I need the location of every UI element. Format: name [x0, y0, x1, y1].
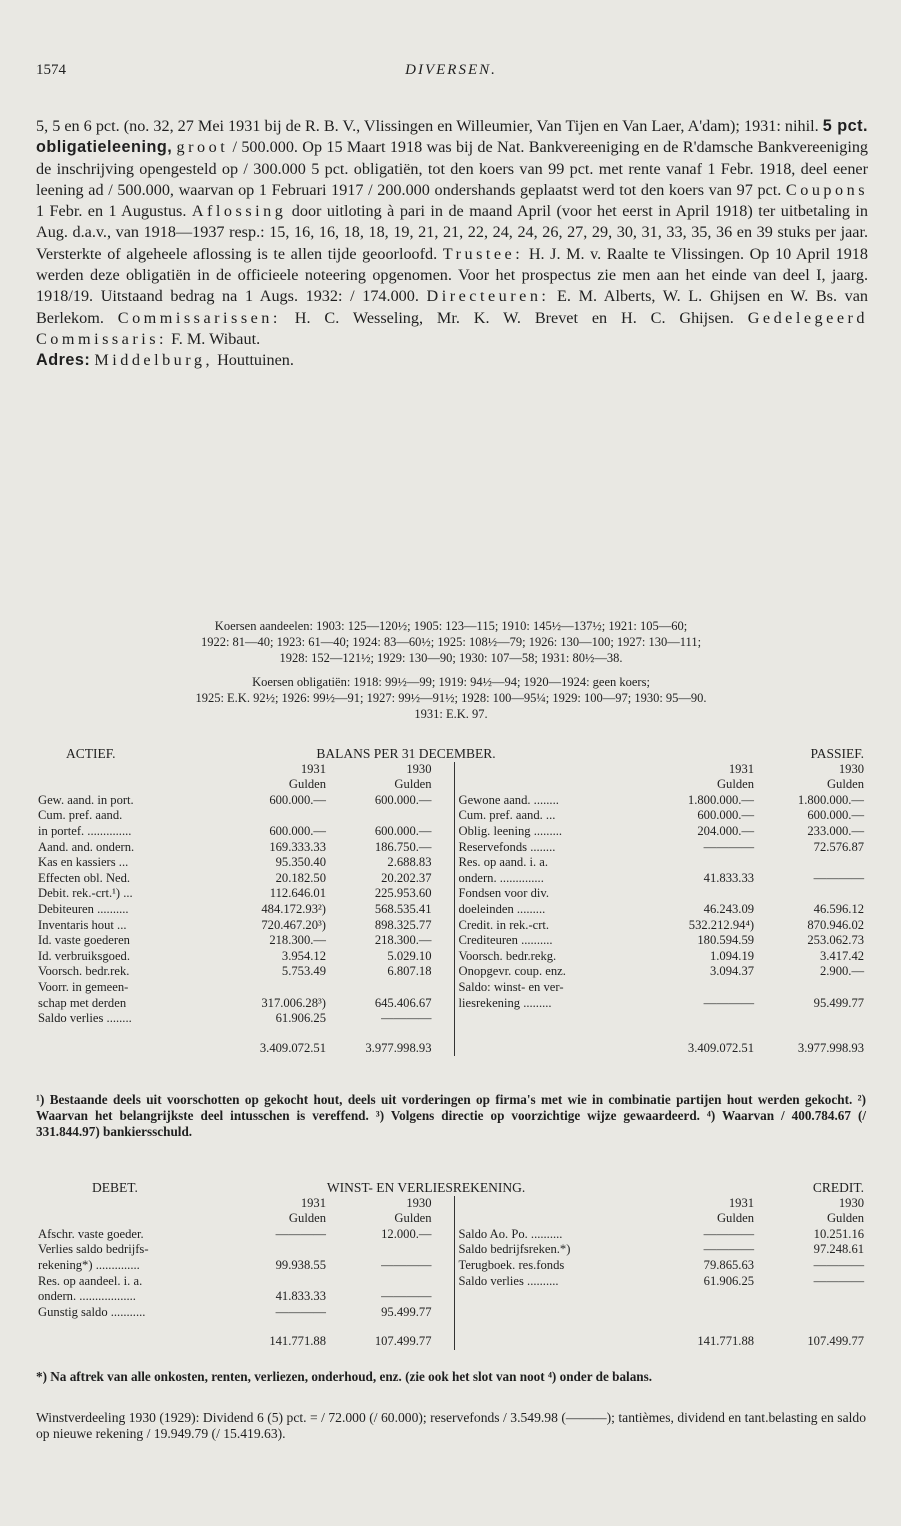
- amount-value: 600.000.—: [328, 793, 454, 809]
- item-label: Inventaris hout ...: [38, 917, 127, 932]
- balans-row: [36, 1011, 866, 1027]
- amount-value: 41.833.33: [275, 1289, 326, 1304]
- total-value: 3.409.072.51: [687, 1040, 755, 1055]
- item-label: Saldo: winst- en ver-: [458, 979, 564, 994]
- year-label: 1930: [328, 1196, 454, 1212]
- item-label: Cum. pref. aand.: [38, 808, 123, 823]
- pl-header-row: [36, 1180, 866, 1196]
- item-label: Fondsen voor div.: [458, 886, 549, 901]
- amount-value: [644, 886, 756, 902]
- running-title: DIVERSEN.: [405, 62, 497, 78]
- item-label: Voorsch. bedr.rekg.: [458, 948, 557, 963]
- spaced-term: Commissarissen:: [117, 308, 281, 327]
- item-label: [454, 1305, 644, 1321]
- amount-value: 112.646.01: [269, 886, 326, 901]
- amount-value: ————: [703, 1226, 755, 1241]
- koersen-line: Koersen obligatiën: 1918: 99½—99; 1919: 94½—94; 1920—1924: geen koers;: [252, 675, 650, 689]
- spaced-term: Gedelegeerd Commissaris:: [36, 308, 868, 348]
- item-label: liesrekening .........: [458, 995, 552, 1010]
- pl-title: WINST- EN VERLIESREKENING.: [326, 1180, 526, 1195]
- text-run: H. J. M. v. Raalte te Vlissingen. Op 10 April 1918 werden deze obligatiën in de officieele noteering opgenomen. Voor het prospectus zie men aan het einde van deel I, jaarg. 1918/19. Uitstaand bedrag na 1 Augs. 1932: / 174.000.: [36, 244, 868, 306]
- amount-value: 46.243.09: [703, 901, 755, 916]
- amount-value: 6.807.18: [328, 964, 454, 980]
- amount-value: ————: [703, 995, 755, 1010]
- balance-sheet: [36, 746, 866, 1056]
- amount-value: 79.865.63: [703, 1257, 755, 1272]
- address-city: Middelburg,: [94, 351, 214, 370]
- amount-value: 2.900.—: [819, 964, 865, 979]
- balans-row: [36, 996, 866, 1012]
- amount-value: 1.094.19: [709, 948, 755, 963]
- amount-value: 46.596.12: [813, 901, 865, 916]
- amount-value: ————: [275, 1304, 326, 1319]
- year-label: 1930: [328, 762, 454, 778]
- year-label: 1931: [728, 1195, 755, 1210]
- item-label: Id. vaste goederen: [38, 933, 130, 948]
- amount-value: 870.946.02: [807, 917, 865, 932]
- amount-value: 72.576.87: [813, 839, 865, 854]
- amount-value: [644, 1305, 756, 1321]
- koersen-line: 1925: E.K. 92½; 1926: 99½—91; 1927: 99½—91½; 1928: 100—95¼; 1929: 100—97; 1930: 95—90.: [195, 690, 707, 705]
- profit-distribution: Winstverdeeling 1930 (1929): Dividend 6 (5) pct. = / 72.000 (/ 60.000); reservefonds / 3.549.98 (———); tantièmes, dividend en tant.belasting en saldo op nieuwe rekening / 19.949.79 (/ 15.419.63).: [36, 1410, 866, 1442]
- amount-value: 180.594.59: [697, 933, 755, 948]
- amount-value: ————: [813, 1257, 865, 1272]
- amount-value: 5.753.49: [281, 964, 326, 979]
- item-label: Voorsch. bedr.rek.: [38, 964, 130, 979]
- year-label: 1930: [838, 761, 865, 776]
- amount-value: [236, 1274, 328, 1290]
- amount-value: 41.833.33: [703, 870, 755, 885]
- amount-value: [644, 855, 756, 871]
- amount-value: 218.300.—: [269, 933, 326, 948]
- balans-row: [36, 980, 866, 996]
- amount-value: [756, 980, 866, 996]
- amount-value: 3.094.37: [709, 964, 755, 979]
- item-label: Saldo verlies ..........: [458, 1273, 559, 1288]
- year-label: 1930: [838, 1195, 865, 1210]
- amount-value: [644, 980, 756, 996]
- profit-loss-table: [36, 1180, 866, 1350]
- amount-value: 10.251.16: [813, 1226, 865, 1241]
- balans-row: [36, 902, 866, 918]
- pl-footnote: *) Na aftrek van alle onkosten, renten, verliezen, onderhoud, enz. (zie ook het slot van noot ⁴) onder de balans.: [36, 1369, 653, 1384]
- item-label: in portef. ..............: [38, 823, 132, 838]
- amount-value: [644, 1011, 756, 1027]
- amount-value: [328, 1242, 454, 1258]
- total-value: 141.771.88: [269, 1334, 326, 1349]
- amount-value: 600.000.—: [807, 808, 865, 823]
- balans-row: [36, 886, 866, 902]
- item-label: Onopgevr. coup. enz.: [458, 964, 566, 979]
- item-label: Saldo Ao. Po. ..........: [458, 1226, 563, 1241]
- unit-label: Gulden: [288, 777, 326, 792]
- item-label: Gew. aand. in port.: [38, 792, 134, 807]
- item-label: Id. verbruiksgoed.: [38, 948, 130, 963]
- total-value: 141.771.88: [697, 1334, 755, 1349]
- debet-heading: DEBET.: [92, 1180, 138, 1195]
- amount-value: 645.406.67: [328, 996, 454, 1012]
- item-label: ondern. ..................: [38, 1289, 136, 1304]
- winst-row: [36, 1227, 866, 1243]
- item-label: rekening*) ..............: [38, 1257, 140, 1272]
- unit-label: Gulden: [328, 1211, 454, 1227]
- item-label: Debiteuren ..........: [38, 901, 129, 916]
- spaced-term: Aflossing: [191, 202, 287, 221]
- amount-value: 204.000.—: [697, 823, 755, 838]
- item-label: Kas en kassiers ...: [38, 855, 129, 870]
- item-label: Verlies saldo bedrijfs-: [38, 1242, 149, 1257]
- item-label: Credit. in rek.-crt.: [458, 917, 550, 932]
- text-run: E. M. Alberts, W. L. Ghijsen en W. Bs. van Berlekom.: [36, 287, 869, 327]
- winst-row: [36, 1242, 866, 1258]
- text-run: door uitloting à pari in de maand April (voor het eerst in April 1918) ter uitbetaling in Aug. d.a.v., van 1918—1937 resp.: 15, 16, 16, 18, 18, 19, 21, 21, 22, 24, 24, 26, 27, 29, 30, 31, 33, 35, 36 en 39 stuks per jaar. Versterkte of algeheele aflossing is te allen tijde geoorloofd.: [36, 202, 868, 263]
- balans-row: [36, 949, 866, 965]
- item-label: Terugboek. res.fonds: [458, 1257, 565, 1272]
- total-value: 3.977.998.93: [797, 1040, 865, 1055]
- item-label: Res. op aand. i. a.: [458, 855, 549, 870]
- amount-value: [236, 1242, 328, 1258]
- amount-value: 600.000.—: [697, 808, 755, 823]
- item-label: Effecten obl. Ned.: [38, 870, 131, 885]
- balance-title: BALANS PER 31 DECEMBER.: [316, 746, 496, 761]
- amount-value: ————: [703, 1242, 755, 1257]
- description-paragraph: [36, 116, 868, 350]
- page-number: 1574: [36, 62, 66, 78]
- amount-value: [328, 980, 454, 996]
- item-label: Afschr. vaste goeder.: [38, 1226, 144, 1241]
- balans-row: [36, 871, 866, 887]
- unit-row: [36, 777, 866, 793]
- amount-value: 720.467.20³): [261, 917, 326, 932]
- text-run: / 500.000. Op 15 Maart 1918 was bij de Nat. Bankvereeniging en de R'damsche Bankvereeniging de inschrijving opengesteld op / 300.000 5 pct. obligatiën, tot den koers van 99 pct. met rente vanaf 1 Febr. 1918, deel eener leening ad / 500.000, waarvan op 1 Februari 1917 / 200.000 ondershands geplaatst werd tot den koers van 97 pct.: [36, 138, 869, 199]
- balans-row: [36, 933, 866, 949]
- amount-value: 12.000.—: [328, 1227, 454, 1243]
- credit-heading: CREDIT.: [812, 1180, 865, 1195]
- item-label: Oblig. leening .........: [458, 823, 563, 838]
- pl-totals-row: [36, 1320, 866, 1350]
- balans-row: [36, 918, 866, 934]
- total-value: 3.977.998.93: [328, 1027, 454, 1057]
- item-label: Cum. pref. aand. ...: [458, 808, 556, 823]
- item-label: schap met derden: [38, 995, 127, 1010]
- koersen-aandeelen: [36, 619, 866, 666]
- unit-label: Gulden: [288, 1211, 326, 1226]
- amount-value: [756, 855, 866, 871]
- koersen-line: 1928: 152—121½; 1929: 130—90; 1930: 107—58; 1931: 80½—38.: [279, 650, 623, 665]
- amount-value: 97.248.61: [813, 1242, 865, 1257]
- year-label: 1931: [300, 1195, 326, 1210]
- year-label: 1931: [300, 761, 326, 776]
- item-label: Gewone aand. ........: [458, 792, 559, 807]
- unit-row: [36, 1211, 866, 1227]
- spaced-term: Trustee:: [442, 244, 524, 263]
- amount-value: 20.202.37: [328, 871, 454, 887]
- actief-heading: ACTIEF.: [66, 746, 116, 761]
- year-row: [36, 762, 866, 778]
- amount-value: 1.800.000.—: [687, 792, 755, 807]
- total-value: 3.409.072.51: [259, 1040, 326, 1055]
- amount-value: 186.750.—: [328, 840, 454, 856]
- item-label: Reservefonds ........: [458, 839, 556, 854]
- item-label: doeleinden .........: [458, 901, 546, 916]
- passief-heading: PASSIEF.: [810, 746, 865, 761]
- winst-row: [36, 1274, 866, 1290]
- balance-header-row: [36, 746, 866, 762]
- balans-row: [36, 855, 866, 871]
- year-row: [36, 1196, 866, 1212]
- amount-value: 484.172.93²): [261, 901, 326, 916]
- balance-table: [36, 746, 866, 1056]
- amount-value: 253.062.73: [807, 933, 865, 948]
- amount-value: 61.906.25: [275, 1011, 326, 1026]
- unit-label: Gulden: [826, 777, 865, 792]
- unit-label: Gulden: [328, 777, 454, 793]
- amount-value: ————: [275, 1226, 326, 1241]
- balance-footnote: ¹) Bestaande deels uit voorschotten op gekocht hout, deels uit vorderingen op firma's met wie in combinatie partijen hout werden gekocht. ²) Waarvan het belangrijkste deel intusschen is vereffend. ³) Volgens directie op voorzichtige wijze gewaardeerd. ⁴) Waarvan / 400.784.67 (/ 331.844.97) bankiersschuld.: [36, 1092, 866, 1139]
- address-label: Adres:: [36, 351, 91, 370]
- item-label: Debit. rek.-crt.¹) ...: [38, 886, 133, 901]
- item-label: ondern. ..............: [458, 870, 544, 885]
- amount-value: ————: [813, 870, 865, 885]
- item-label: Aand. and. ondern.: [38, 839, 135, 854]
- amount-value: ————: [328, 1011, 454, 1027]
- amount-value: 95.499.77: [328, 1305, 454, 1321]
- item-label: [454, 1289, 644, 1305]
- amount-value: ————: [703, 839, 755, 854]
- koersen-line: 1931: E.K. 97.: [414, 706, 488, 721]
- amount-value: [756, 1305, 866, 1321]
- unit-label: Gulden: [716, 1211, 755, 1226]
- amount-value: 5.029.10: [328, 949, 454, 965]
- spaced-term: Directeuren:: [426, 287, 550, 306]
- amount-value: [756, 886, 866, 902]
- balans-row: [36, 840, 866, 856]
- year-label: 1931: [728, 761, 755, 776]
- amount-value: 898.325.77: [328, 918, 454, 934]
- amount-value: 3.417.42: [819, 948, 865, 963]
- koersen-line: 1922: 81—40; 1923: 61—40; 1924: 83—60½; 1925: 108½—79; 1926: 130—100; 1927: 130—111;: [200, 634, 702, 649]
- amount-value: 95.499.77: [813, 995, 865, 1010]
- amount-value: 20.182.50: [275, 870, 326, 885]
- item-label: Res. op aandeel. i. a.: [38, 1273, 143, 1288]
- total-value: 107.499.77: [807, 1334, 865, 1349]
- company-description: [36, 116, 868, 372]
- amount-value: 225.953.60: [328, 886, 454, 902]
- profit-loss-account: [36, 1180, 866, 1350]
- unit-label: Gulden: [826, 1211, 865, 1226]
- address-line: [36, 350, 868, 371]
- amount-value: ————: [813, 1273, 865, 1288]
- item-label: [454, 1011, 644, 1027]
- winst-row: [36, 1305, 866, 1321]
- page-header: [36, 62, 866, 86]
- spaced-term: groot: [176, 138, 229, 157]
- amount-value: 61.906.25: [703, 1273, 755, 1288]
- bold-term: 5 pct. obligatieleening,: [36, 117, 868, 157]
- amount-value: 568.535.41: [328, 902, 454, 918]
- unit-label: Gulden: [716, 777, 755, 792]
- amount-value: 2.688.83: [328, 855, 454, 871]
- amount-value: [328, 1274, 454, 1290]
- amount-value: [756, 1289, 866, 1305]
- item-label: Voorr. in gemeen-: [38, 979, 129, 994]
- item-label: Saldo bedrijfsreken.*): [458, 1242, 571, 1257]
- spaced-term: Coupons: [785, 180, 868, 199]
- item-label: Saldo verlies ........: [38, 1011, 132, 1026]
- text-run: F. M. Wibaut.: [167, 329, 261, 348]
- amount-value: [328, 808, 454, 824]
- text-run: H. C. Wesseling, Mr. K. W. Brevet en H. C. Ghijsen.: [280, 308, 748, 327]
- balans-row: [36, 824, 866, 840]
- winst-row: [36, 1258, 866, 1274]
- balance-totals-row: [36, 1027, 866, 1057]
- amount-value: 532.212.94⁴): [688, 917, 755, 932]
- winst-row: [36, 1289, 866, 1305]
- amount-value: 218.300.—: [328, 933, 454, 949]
- amount-value: [644, 1289, 756, 1305]
- amount-value: 3.954.12: [281, 948, 326, 963]
- amount-value: ————: [328, 1258, 454, 1274]
- amount-value: 600.000.—: [269, 823, 326, 838]
- text-run: 5, 5 en 6 pct. (no. 32, 27 Mei 1931 bij de R. B. V., Vlissingen en Willeumier, Van Tijen en Van Laer, A'dam); 1931: nihil.: [36, 117, 823, 135]
- amount-value: 600.000.—: [269, 792, 326, 807]
- amount-value: [236, 980, 328, 996]
- amount-value: 99.938.55: [275, 1257, 326, 1272]
- amount-value: 600.000.—: [328, 824, 454, 840]
- amount-value: ————: [328, 1289, 454, 1305]
- balans-row: [36, 808, 866, 824]
- amount-value: 95.350.40: [275, 855, 326, 870]
- balans-row: [36, 964, 866, 980]
- amount-value: [236, 808, 328, 824]
- text-run: 1 Febr. en 1 Augustus.: [36, 202, 192, 221]
- amount-value: [756, 1011, 866, 1027]
- balans-row: [36, 793, 866, 809]
- koersen-obligatien: [36, 675, 866, 722]
- amount-value: 317.006.28³): [261, 995, 326, 1010]
- total-value: 107.499.77: [328, 1320, 454, 1350]
- address-street: Houttuinen.: [213, 351, 294, 370]
- item-label: Crediteuren ..........: [458, 933, 553, 948]
- amount-value: 169.333.33: [269, 839, 326, 854]
- item-label: Gunstig saldo ...........: [38, 1304, 146, 1319]
- amount-value: 1.800.000.—: [797, 792, 865, 807]
- koersen-line: Koersen aandeelen: 1903: 125—120½; 1905: 123—115; 1910: 145½—137½; 1921: 105—60;: [214, 619, 688, 633]
- amount-value: 233.000.—: [807, 823, 865, 838]
